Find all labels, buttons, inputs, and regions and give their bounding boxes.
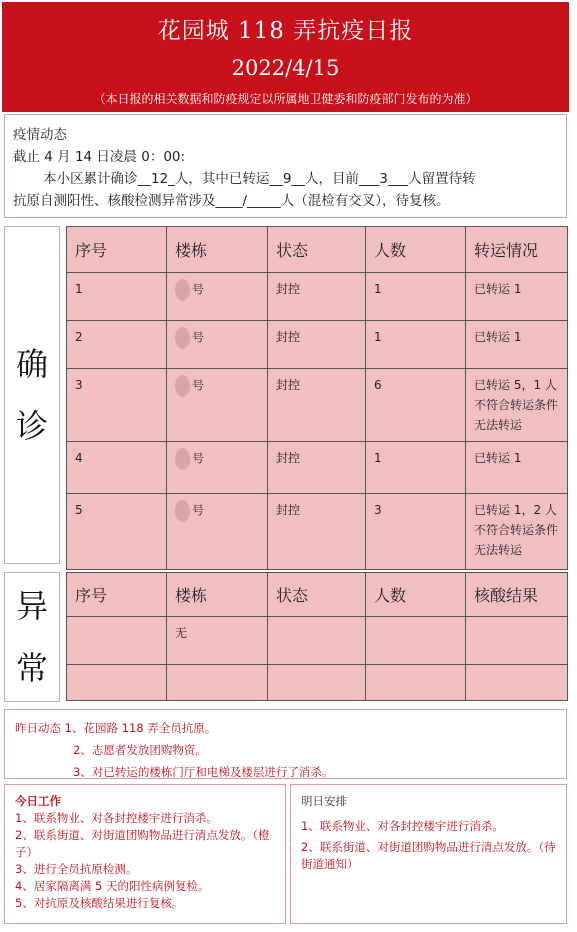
report-disclaimer: （本日报的相关数据和防疫规定以所属地卫健委和防疫部门发布的为准） <box>93 92 478 106</box>
building-suffix: 号 <box>192 282 205 297</box>
status-line-cases: 本小区累计确诊__12_人，其中已转运__9__人，目前___3___人留置待转 <box>43 171 476 187</box>
cell-no: 2 <box>67 321 167 369</box>
report-header <box>2 2 569 112</box>
cell-status: 封控 <box>268 442 366 494</box>
confirmed-side-label <box>4 226 60 564</box>
cell-count: 1 <box>366 442 466 494</box>
list-item: 1、联系物业、对各封控楼宇进行消杀。 <box>15 811 218 825</box>
cell-building <box>167 321 268 369</box>
cell-count <box>366 617 466 665</box>
cell-result <box>466 617 568 665</box>
table-row <box>67 617 568 665</box>
cell-no: 5 <box>67 494 167 570</box>
building-suffix: 号 <box>192 378 205 393</box>
building-suffix: 号 <box>192 503 205 518</box>
table-row <box>67 273 568 321</box>
table-row <box>67 369 568 442</box>
redacted-mark <box>175 279 190 301</box>
today-title: 今日工作 <box>15 794 61 808</box>
yesterday-line-2: 2、志愿者发放团购物资。 <box>73 743 207 757</box>
confirmed-side-char-2: 诊 <box>15 407 48 445</box>
cell-transfer: 已转运 5，1 人不符合转运条件无法转运 <box>466 369 568 442</box>
report-title: 花园城 118 弄抗疫日报 <box>157 18 414 44</box>
list-item: 2、联系街道、对街道团购物品进行清点发放。（待街道通知） <box>301 840 556 871</box>
abnormal-side-label <box>4 572 60 702</box>
cell-transfer: 已转运 1 <box>466 442 568 494</box>
confirmed-table <box>66 226 568 570</box>
table-header-row <box>67 227 568 273</box>
cell-no <box>67 617 167 665</box>
status-line-abnormal: 抗原自测阳性、核酸检测异常涉及____/_____人（混检有交叉），待复核。 <box>13 193 450 209</box>
confirmed-side-char-1: 确 <box>15 345 48 383</box>
tomorrow-title: 明日安排 <box>301 794 347 808</box>
cell-status <box>268 665 366 701</box>
table-row <box>67 442 568 494</box>
cell-building <box>167 494 268 570</box>
header-building: 楼栋 <box>167 573 268 617</box>
redacted-mark <box>175 448 190 470</box>
report-date: 2022/4/15 <box>231 56 340 80</box>
yesterday-line-3: 3、对已转运的楼栋门厅和电梯及楼层进行了消杀。 <box>73 765 334 779</box>
cell-count: 3 <box>366 494 466 570</box>
table-row <box>67 494 568 570</box>
cell-status: 封控 <box>268 273 366 321</box>
cell-status: 封控 <box>268 369 366 442</box>
cell-building: 无 <box>167 617 268 665</box>
building-suffix: 号 <box>192 451 205 466</box>
list-item: 1、联系物业、对各封控楼宇进行消杀。 <box>301 819 504 833</box>
header-count: 人数 <box>366 573 466 617</box>
cell-status: 封控 <box>268 321 366 369</box>
yesterday-line-1: 昨日动态 1、花园路 118 弄全员抗原。 <box>15 721 217 735</box>
table-header-row <box>67 573 568 617</box>
tomorrow-plan-box <box>290 784 567 924</box>
cell-building <box>167 442 268 494</box>
abnormal-side-char-1: 异 <box>15 587 48 625</box>
header-no: 序号 <box>67 227 167 273</box>
cell-count <box>366 665 466 701</box>
header-building: 楼栋 <box>167 227 268 273</box>
abnormal-table <box>66 572 568 701</box>
header-transfer: 转运情况 <box>466 227 568 273</box>
cell-building <box>167 665 268 701</box>
cell-building <box>167 273 268 321</box>
cell-status <box>268 617 366 665</box>
yesterday-box <box>4 709 567 779</box>
table-row <box>67 665 568 701</box>
building-suffix: 号 <box>192 330 205 345</box>
cell-transfer: 已转运 1 <box>466 321 568 369</box>
cell-result <box>466 665 568 701</box>
table-row <box>67 321 568 369</box>
header-count: 人数 <box>366 227 466 273</box>
cell-count: 1 <box>366 273 466 321</box>
cell-transfer: 已转运 1，2 人不符合转运条件无法转运 <box>466 494 568 570</box>
cell-no: 4 <box>67 442 167 494</box>
abnormal-side-char-2: 常 <box>15 649 48 687</box>
header-status: 状态 <box>268 573 366 617</box>
status-line-cutoff: 截止 4 月 14 日凌晨 0：00: <box>13 149 186 165</box>
epidemic-status-box <box>4 114 567 218</box>
list-item: 3、进行全员抗原检测。 <box>15 862 138 876</box>
cell-transfer: 已转运 1 <box>466 273 568 321</box>
cell-no <box>67 665 167 701</box>
list-item: 5、对抗原及核酸结果进行复核。 <box>15 896 184 910</box>
header-status: 状态 <box>268 227 366 273</box>
redacted-mark <box>175 375 190 397</box>
list-item: 2、联系街道、对街道团购物品进行清点发放。（橙子） <box>15 828 270 859</box>
cell-count: 6 <box>366 369 466 442</box>
cell-no: 3 <box>67 369 167 442</box>
status-title: 疫情动态 <box>13 127 67 143</box>
cell-count: 1 <box>366 321 466 369</box>
redacted-mark <box>175 500 190 522</box>
cell-no: 1 <box>67 273 167 321</box>
header-result: 核酸结果 <box>466 573 568 617</box>
today-work-box <box>4 784 286 924</box>
cell-status: 封控 <box>268 494 366 570</box>
cell-building <box>167 369 268 442</box>
list-item: 4、居家隔离满 5 天的阳性病例复检。 <box>15 879 210 893</box>
redacted-mark <box>175 327 190 349</box>
header-no: 序号 <box>67 573 167 617</box>
